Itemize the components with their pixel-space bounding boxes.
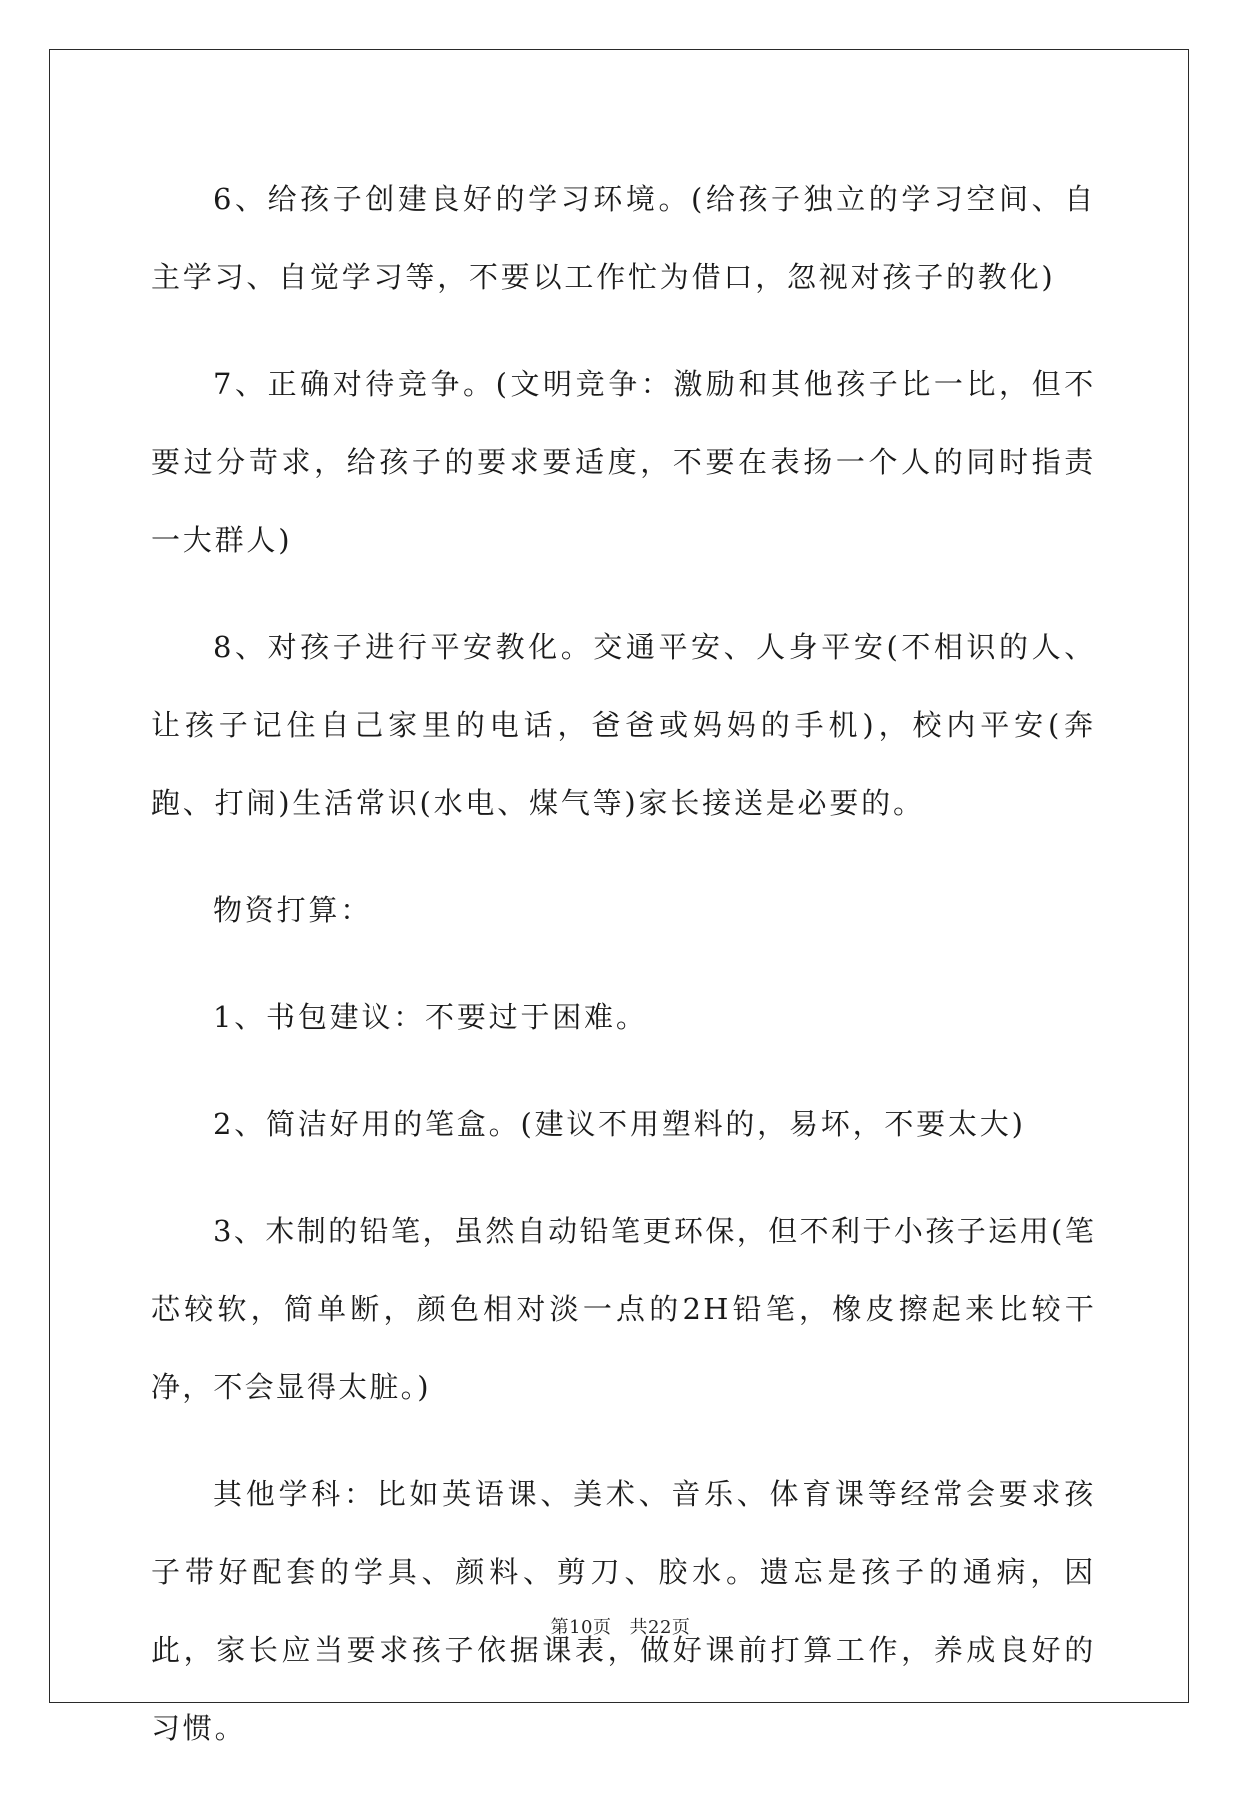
page-number-total: 共22页 xyxy=(629,1617,691,1638)
document-body xyxy=(151,160,1096,1796)
paragraph-supply-3: 3、木制的铅笔，虽然自动铅笔更环保，但不利于小孩子运用(笔芯较软，简单断，颜色相对淡一点的2H铅笔，橡皮擦起来比较干净，不会显得太脏。) xyxy=(151,1214,1096,1404)
paragraph-supply-1: 1、书包建议：不要过于困难。 xyxy=(213,1000,648,1034)
section-heading-supplies: 物资打算： xyxy=(213,893,373,927)
page-footer xyxy=(0,1613,1241,1639)
paragraph-item-8: 8、对孩子进行平安教化。交通平安、人身平安(不相识的人、让孩子记住自己家里的电话，爸爸或妈妈的手机)，校内平安(奔跑、打闹)生活常识(水电、煤气等)家长接送是必要的。 xyxy=(151,630,1096,820)
paragraph-supply-2: 2、简洁好用的笔盒。(建议不用塑料的，易坏，不要太大) xyxy=(213,1107,1026,1141)
page-number-current: 第10页 xyxy=(550,1617,612,1638)
paragraph-other-subjects: 其他学科：比如英语课、美术、音乐、体育课等经常会要求孩子带好配套的学具、颜料、剪刀、胶水。遗忘是孩子的通病，因此，家长应当要求孩子依据课表，做好课前打算工作，养成良好的习惯。 xyxy=(151,1477,1096,1745)
paragraph-item-6: 6、给孩子创建良好的学习环境。(给孩子独立的学习空间、自主学习、自觉学习等，不要以工作忙为借口，忽视对孩子的教化) xyxy=(151,182,1096,294)
paragraph-item-7: 7、正确对待竞争。(文明竞争：激励和其他孩子比一比，但不要过分苛求，给孩子的要求要适度，不要在表扬一个人的同时指责一大群人) xyxy=(151,367,1096,557)
